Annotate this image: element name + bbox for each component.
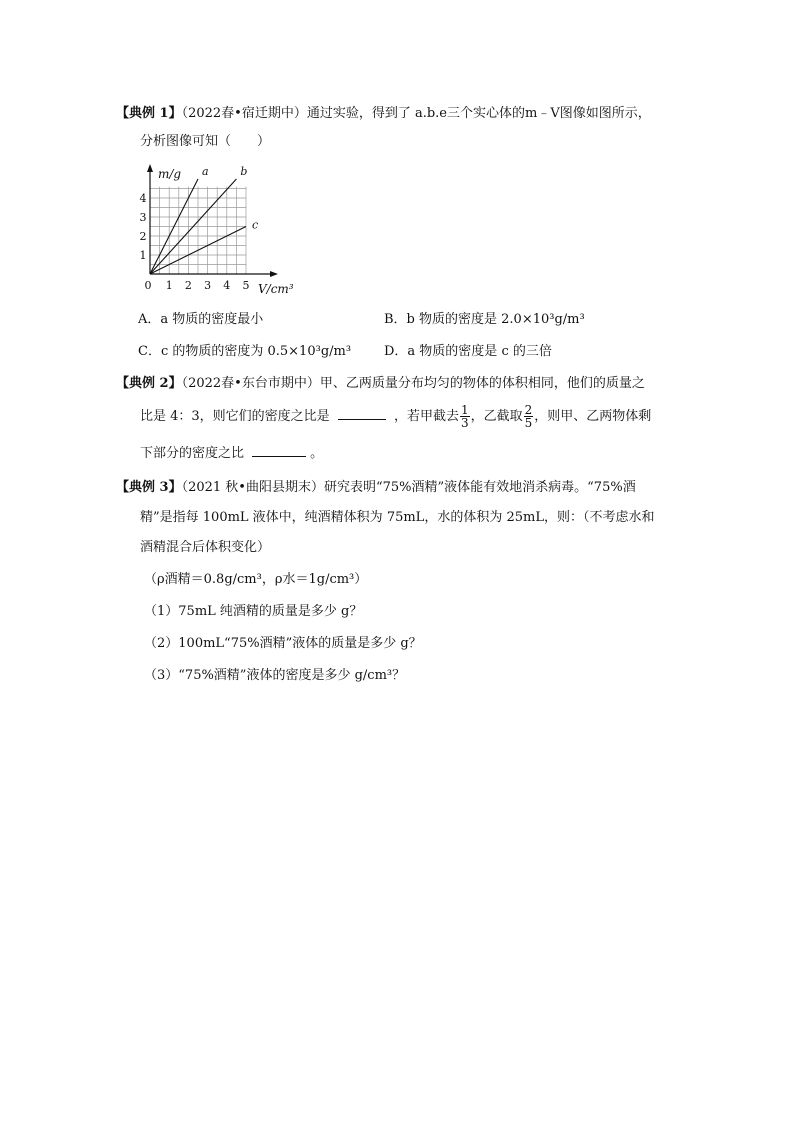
x-tick-label: 2 [184,279,192,292]
option-c: C．c 的物质的密度为 0.5×10³g/m³ [138,344,352,359]
fraction-2-numerator: 2 [524,403,533,417]
given-densities: （ρ酒精＝0.8g/cm³，ρ水＝1g/cm³） [144,572,368,587]
fraction-two-fifths [524,404,534,429]
example-1-stem: （2022春•宿迁期中）通过实验，得到了 a.b.e三个实心体的m﹣V图像如图所示， [181,106,651,121]
series-label-b: b [240,165,248,178]
example-2-text-f: 。 [310,446,324,461]
fraction-2-denominator: 5 [524,416,533,430]
example-1-line-2: 分析图像可知（ ） [140,134,271,149]
y-tick-label: 3 [139,211,147,224]
y-tick-label: 4 [139,192,147,205]
example-2-text-d: ，则甲、乙两物体剩 [534,409,652,424]
answer-blank-2[interactable] [252,444,306,457]
question-2: （2）100mL“75%酒精”液体的质量是多少 g？ [144,636,422,651]
fraction-1-denominator: 3 [460,416,469,430]
example-3-line-1 [116,478,636,498]
example-3-line-2: 精”是指每 100mL 液体中，纯酒精体积为 75mL，水的体积为 25mL，则：（不考虑水和 [140,510,655,525]
example-2-line-1 [116,374,645,394]
x-tick-label: 5 [242,279,250,292]
example-1-line-1 [116,104,651,124]
question-3: （3）“75%酒精”液体的密度是多少 g/cm³？ [144,668,406,683]
x-tick-label: 3 [204,279,212,292]
y-tick-label: 2 [139,230,147,243]
answer-blank-1[interactable] [338,407,386,420]
y-axis-arrow [147,164,153,172]
fraction-one-third [460,404,470,429]
fraction-1-numerator: 1 [460,403,469,417]
example-3-line-3: 酒精混合后体积变化） [140,540,271,555]
example-3-stem: （2021 秋•曲阳县期末）研究表明“75%酒精”液体能有效地消杀病毒。“75%酒 [181,480,636,495]
option-b: B．b 物质的密度是 2.0×10³g/m³ [384,312,585,327]
example-2-stem: （2022春•东台市期中）甲、乙两质量分布均匀的物体的体积相同，他们的质量之 [181,376,645,391]
example-2-tag: 【典例 2】 [116,376,182,391]
y-tick-label: 1 [139,249,147,262]
m-v-graph [128,160,308,295]
example-2-text-a: 比是 4：3，则它们的密度之比是 [140,409,330,424]
example-2-line-3 [140,444,323,464]
option-a: A．a 物质的密度最小 [138,312,264,327]
series-label-a: a [202,165,209,178]
option-d: D．a 物质的密度是 c 的三倍 [384,344,552,359]
question-1: （1）75mL 纯酒精的质量是多少 g？ [144,604,363,619]
example-2-text-b: ，若甲截去 [393,409,459,424]
x-axis-arrow [270,271,278,277]
x-tick-label: 0 [144,279,152,292]
series-label-c: c [252,218,259,232]
example-2-text-e: 下部分的密度之比 [140,446,245,461]
example-3-tag: 【典例 3】 [116,480,182,495]
example-2-text-c: ，乙截取 [470,409,523,424]
example-2-line-2 [140,404,651,430]
y-axis-label: m/g [158,167,182,181]
x-tick-label: 1 [165,279,173,292]
example-1-tag: 【典例 1】 [116,106,182,121]
x-tick-label: 4 [223,279,231,292]
x-axis-label: V/cm³ [258,282,294,295]
